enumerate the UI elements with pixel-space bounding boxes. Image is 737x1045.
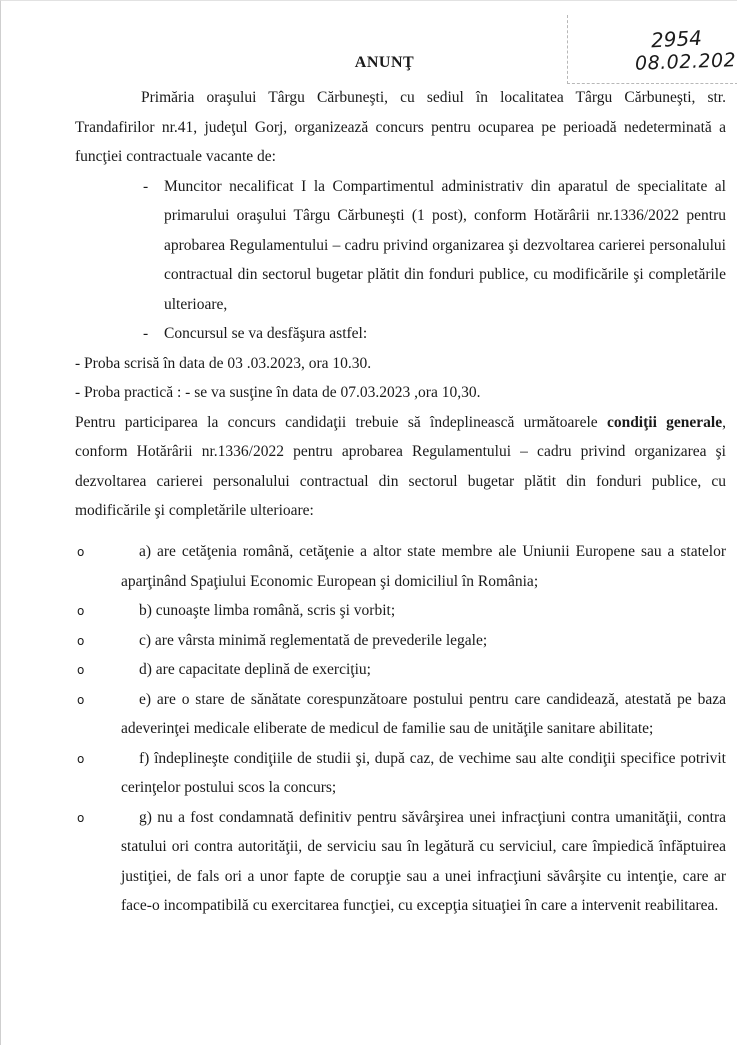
bullet-marker: o bbox=[77, 751, 85, 766]
condition-d: d) are capacitate deplină de exerciţiu; bbox=[139, 661, 371, 678]
conditions-list bbox=[75, 537, 726, 921]
schedule-item bbox=[75, 319, 726, 349]
position-text: Muncitor necalificat I la Compartimentul administrativ din aparatul de specialitate al primarului oraşului Târgu Cărbuneşti (1 post), conform Hotărârii nr.1336/2022 pentru aprobarea Regulamentului – cadru privind organizarea şi dezvoltarea carierei personalului contractual din sectorul bugetar plătit din fonduri publice, cu modificările şi completările ulterioare, bbox=[164, 177, 726, 313]
position-item bbox=[75, 172, 726, 320]
document-title: ANUNŢ bbox=[354, 54, 415, 71]
schedule-text: Concursul se va desfăşura astfel: bbox=[164, 325, 368, 342]
bullet-marker: o bbox=[77, 663, 85, 677]
registration-date: 08.02.202 bbox=[634, 49, 737, 75]
bullet-marker: o bbox=[77, 545, 85, 559]
list-item bbox=[75, 626, 726, 656]
list-item bbox=[75, 537, 726, 596]
list-item bbox=[75, 744, 726, 803]
conditions-intro-before: Pentru participarea la concurs candidaţii trebuie să îndeplinească următoarele bbox=[75, 413, 607, 431]
conditions-intro-bold: condiţii generale bbox=[606, 413, 723, 431]
condition-f: f) îndeplineşte condiţiile de studii şi, după caz, de vechime sau alte condiţii specifice potrivit cerinţelor postului scos la concurs; bbox=[121, 749, 726, 796]
list-item bbox=[75, 685, 726, 744]
list-item bbox=[75, 596, 726, 626]
list-item bbox=[75, 803, 726, 921]
conditions-intro bbox=[75, 408, 726, 526]
conditions-intro-after: , conform Hotărârii nr.1336/2022 pentru aprobarea Regulamentului – cadru privind organizarea şi dezvoltarea carierei personalului contractual din sectorul bugetar plătit din fonduri publice, cu modificările şi completările ulterioare: bbox=[75, 413, 726, 519]
bullet-marker: o bbox=[77, 692, 85, 707]
condition-a: a) are cetăţenia română, cetăţenie a altor state membre ale Uniunii Europene sau a statelor aparţinând Spaţiului Economic European şi domiciliul în România; bbox=[121, 543, 726, 590]
condition-c: c) are vârsta minimă reglementată de prevederile legale; bbox=[139, 631, 488, 649]
written-test-line: - Proba scrisă în data de 03 .03.2023, ora 10.30. bbox=[75, 354, 372, 372]
list-item bbox=[75, 655, 726, 685]
condition-g: g) nu a fost condamnată definitiv pentru săvârşirea unei infracţiuni contra umanităţii, contra statului ori contra autorităţii, de serviciu sau în legătură cu serviciul, care împiedică înfăptuirea justiţiei, de fals ori a unor fapte de corupţie sau a unei infracţiuni săvârşite cu intenţie, care ar face-o incompatibilă cu exercitarea funcţiei, cu excepţia situaţiei în care a intervenit reabilitarea. bbox=[121, 808, 726, 914]
condition-e: e) are o stare de sănătate corespunzătoare postului pentru care candidează, atestată pe baza adeverinţei medicale eliberate de medicul de familie sau de unităţile sanitare abilitate; bbox=[121, 690, 726, 737]
announcement-body bbox=[75, 83, 726, 526]
dash-marker: - bbox=[143, 177, 149, 195]
dash-marker: - bbox=[143, 325, 149, 342]
practical-test-line: - Proba practică : - se va susţine în data de 07.03.2023 ,ora 10,30. bbox=[75, 384, 481, 401]
condition-b: b) cunoaşte limba română, scris şi vorbit; bbox=[139, 602, 396, 619]
bullet-marker: o bbox=[77, 604, 85, 618]
registration-number: 2954 bbox=[650, 25, 703, 53]
intro-paragraph: Primăria oraşului Târgu Cărbuneşti, cu sediul în localitatea Târgu Cărbuneşti, str. Trandafirilor nr.41, judeţul Gorj, organizează concurs pentru ocuparea pe perioadă nedeterminată a funcţiei contractuale vacante de: bbox=[75, 89, 726, 165]
bullet-marker: o bbox=[77, 633, 85, 648]
bullet-marker: o bbox=[77, 810, 85, 825]
